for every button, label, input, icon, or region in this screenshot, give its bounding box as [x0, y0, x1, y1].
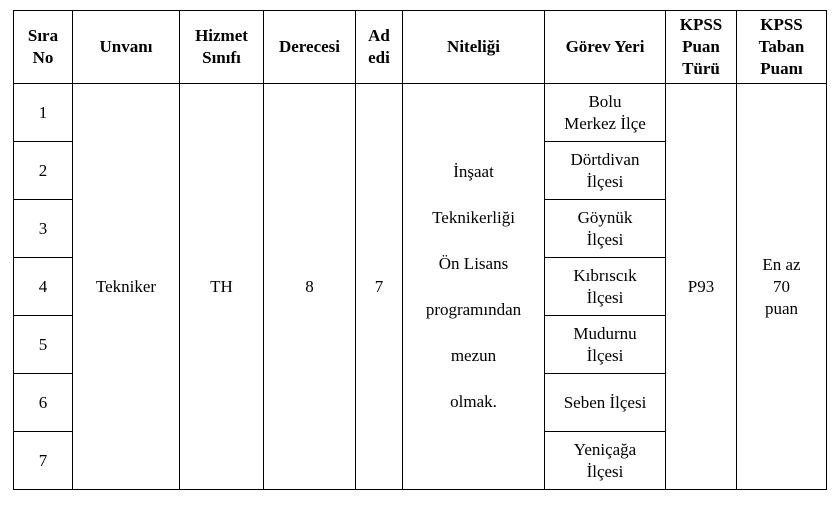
gorev-cell: Göynük İlçesi [545, 200, 666, 258]
gorev-cell: Yeniçağa İlçesi [545, 432, 666, 490]
sira-no-cell: 6 [14, 374, 73, 432]
unvan-cell: Tekniker [73, 84, 180, 490]
gorev-cell: Dörtdivan İlçesi [545, 142, 666, 200]
header-nitelik: Niteliği [403, 11, 545, 84]
header-adet: Ad edi [356, 11, 403, 84]
header-sira: Sıra No [14, 11, 73, 84]
sira-no-cell: 7 [14, 432, 73, 490]
header-hizmet: Hizmet Sınıfı [180, 11, 264, 84]
hizmet-cell: TH [180, 84, 264, 490]
gorev-cell: Bolu Merkez İlçe [545, 84, 666, 142]
gorev-cell: Mudurnu İlçesi [545, 316, 666, 374]
adet-cell: 7 [356, 84, 403, 490]
puan-turu-cell: P93 [666, 84, 737, 490]
sira-no-cell: 4 [14, 258, 73, 316]
table-row [14, 84, 827, 142]
nitelik-cell: İnşaat Teknikerliği Ön Lisans programından mezun olmak. [403, 84, 545, 490]
taban-cell: En az 70 puan [737, 84, 827, 490]
sira-no-cell: 2 [14, 142, 73, 200]
header-puan-turu: KPSS Puan Türü [666, 11, 737, 84]
sira-no-cell: 1 [14, 84, 73, 142]
gorev-cell: Seben İlçesi [545, 374, 666, 432]
header-row [14, 11, 827, 84]
sira-no-cell: 5 [14, 316, 73, 374]
header-gorev: Görev Yeri [545, 11, 666, 84]
sira-no-cell: 3 [14, 200, 73, 258]
header-derece: Derecesi [264, 11, 356, 84]
header-unvan: Unvanı [73, 11, 180, 84]
staff-table [13, 10, 827, 490]
derece-cell: 8 [264, 84, 356, 490]
gorev-cell: Kıbrıscık İlçesi [545, 258, 666, 316]
header-taban: KPSS Taban Puanı [737, 11, 827, 84]
